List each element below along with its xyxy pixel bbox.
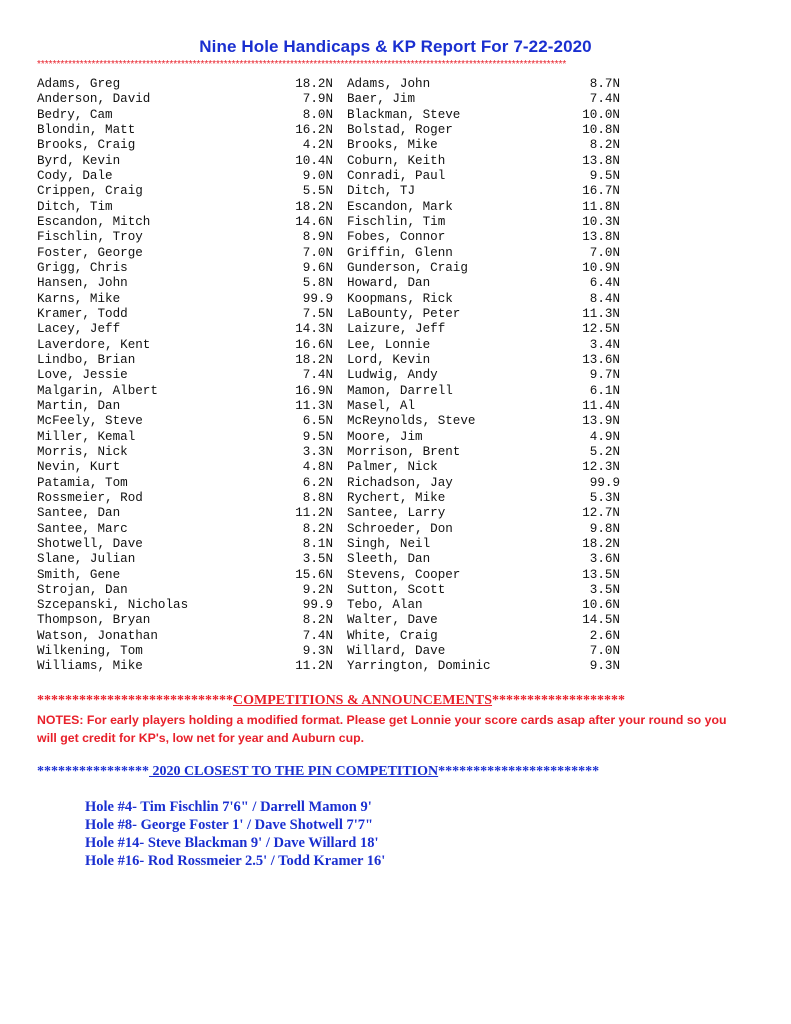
- stars-right: ***********************: [438, 764, 600, 779]
- handicap-value: 7.0N: [302, 245, 333, 260]
- handicap-value: 8.2N: [302, 521, 333, 536]
- handicap-value: 16.6N: [295, 337, 333, 352]
- player-name: Escandon, Mitch: [37, 214, 151, 229]
- handicap-value: 18.2N: [295, 199, 333, 214]
- kp-hole-result: Hole #4- Tim Fischlin 7'6" / Darrell Mamon 9': [85, 799, 372, 815]
- player-name: Love, Jessie: [37, 368, 128, 383]
- player-name: Strojan, Dan: [37, 582, 128, 597]
- handicap-value: 3.5N: [302, 552, 333, 567]
- player-name: Singh, Neil: [347, 536, 431, 551]
- player-name: Grigg, Chris: [37, 260, 128, 275]
- handicap-value: 3.3N: [302, 444, 333, 459]
- player-name: Walter, Dave: [347, 613, 438, 628]
- player-name: McReynolds, Steve: [347, 414, 476, 429]
- player-name: Ludwig, Andy: [347, 368, 438, 383]
- player-name: Morrison, Brent: [347, 444, 461, 459]
- competitions-heading: [37, 693, 757, 709]
- player-name: Bedry, Cam: [37, 107, 113, 122]
- player-name: Anderson, David: [37, 92, 151, 107]
- handicap-value: 16.2N: [295, 122, 333, 137]
- handicap-value: 13.9N: [582, 414, 620, 429]
- player-name: Howard, Dan: [347, 276, 431, 291]
- handicap-value: 6.1N: [589, 383, 620, 398]
- handicap-value: 5.2N: [589, 444, 620, 459]
- player-name: Laizure, Jeff: [347, 322, 446, 337]
- handicap-value: 3.5N: [589, 582, 620, 597]
- handicap-value: 6.4N: [589, 276, 620, 291]
- handicap-value: 99.9: [302, 598, 333, 613]
- player-name: Williams, Mike: [37, 659, 143, 674]
- player-name: Conradi, Paul: [347, 168, 446, 183]
- handicap-value: 11.2N: [295, 659, 333, 674]
- player-name: Koopmans, Rick: [347, 291, 453, 306]
- handicap-value: 15.6N: [295, 567, 333, 582]
- player-name: Brooks, Craig: [37, 138, 136, 153]
- player-name: Adams, Greg: [37, 77, 121, 91]
- player-name: Blondin, Matt: [37, 122, 136, 137]
- player-name: Cody, Dale: [37, 168, 113, 183]
- player-name: Tebo, Alan: [347, 598, 423, 613]
- handicap-value: 8.7N: [589, 77, 620, 91]
- handicap-value: 13.8N: [582, 230, 620, 245]
- player-name: Coburn, Keith: [347, 153, 446, 168]
- player-name: LaBounty, Peter: [347, 306, 461, 321]
- player-name: Escandon, Mark: [347, 199, 453, 214]
- handicap-value: 16.9N: [295, 383, 333, 398]
- handicap-value: 3.6N: [589, 552, 620, 567]
- player-name: Schroeder, Don: [347, 521, 453, 536]
- handicap-value: 9.7N: [589, 368, 620, 383]
- player-name: White, Craig: [347, 628, 438, 643]
- player-name: Richadson, Jay: [347, 475, 453, 490]
- handicap-value: 14.5N: [582, 613, 620, 628]
- handicap-value: 4.9N: [589, 429, 620, 444]
- handicap-value: 9.2N: [302, 582, 333, 597]
- handicap-value: 10.0N: [582, 107, 620, 122]
- handicap-value: 9.5N: [589, 168, 620, 183]
- kp-hole-result: Hole #8- George Foster 1' / Dave Shotwell 7'7": [85, 817, 374, 833]
- handicap-value: 8.2N: [589, 138, 620, 153]
- kp-heading: [37, 764, 757, 780]
- player-name: Gunderson, Craig: [347, 260, 468, 275]
- player-name: Sutton, Scott: [347, 582, 446, 597]
- player-name: Malgarin, Albert: [37, 383, 158, 398]
- handicap-value: 9.3N: [302, 644, 333, 659]
- handicap-value: 7.4N: [302, 628, 333, 643]
- handicap-value: 6.2N: [302, 475, 333, 490]
- player-name: Adams, John: [347, 77, 431, 91]
- player-name: Thompson, Bryan: [37, 613, 151, 628]
- handicap-value: 8.9N: [302, 230, 333, 245]
- player-name: Byrd, Kevin: [37, 153, 121, 168]
- kp-hole-result: Hole #14- Steve Blackman 9' / Dave Willard 18': [85, 835, 379, 851]
- player-name: Nevin, Kurt: [37, 460, 121, 475]
- player-name: Karns, Mike: [37, 291, 121, 306]
- handicap-value: 7.5N: [302, 306, 333, 321]
- handicap-value: 10.4N: [295, 153, 333, 168]
- handicap-value: 8.2N: [302, 613, 333, 628]
- player-name: Wilkening, Tom: [37, 644, 143, 659]
- handicap-value: 99.9: [589, 475, 620, 490]
- handicap-value: 3.4N: [589, 337, 620, 352]
- player-name: Kramer, Todd: [37, 306, 128, 321]
- handicap-value: 9.8N: [589, 521, 620, 536]
- handicap-value: 11.4N: [582, 398, 620, 413]
- handicap-value: 13.6N: [582, 352, 620, 367]
- player-name: Santee, Marc: [37, 521, 128, 536]
- handicap-value: 8.1N: [302, 536, 333, 551]
- handicap-value: 7.4N: [589, 92, 620, 107]
- player-name: Rychert, Mike: [347, 490, 446, 505]
- stars-left: ****************: [37, 764, 149, 779]
- handicap-value: 4.2N: [302, 138, 333, 153]
- player-name: Yarrington, Dominic: [347, 659, 491, 674]
- handicap-value: 6.5N: [302, 414, 333, 429]
- player-name: Watson, Jonathan: [37, 628, 158, 643]
- player-name: McFeely, Steve: [37, 414, 143, 429]
- handicap-value: 5.8N: [302, 276, 333, 291]
- player-name: Ditch, TJ: [347, 184, 416, 199]
- star-separator: ****************************************************************************************************************************************: [37, 60, 567, 70]
- player-name: Rossmeier, Rod: [37, 490, 143, 505]
- player-name: Lord, Kevin: [347, 352, 431, 367]
- player-name: Sleeth, Dan: [347, 552, 431, 567]
- handicap-value: 12.3N: [582, 460, 620, 475]
- player-name: Stevens, Cooper: [347, 567, 461, 582]
- competitions-title: COMPETITIONS & ANNOUNCEMENTS: [233, 693, 493, 708]
- handicap-value: 12.7N: [582, 506, 620, 521]
- handicap-value: 8.4N: [589, 291, 620, 306]
- handicap-value: 10.8N: [582, 122, 620, 137]
- player-name: Hansen, John: [37, 276, 128, 291]
- handicap-value: 10.9N: [582, 260, 620, 275]
- handicap-value: 14.3N: [295, 322, 333, 337]
- handicap-value: 10.6N: [582, 598, 620, 613]
- handicap-value: 7.0N: [589, 245, 620, 260]
- handicap-value: 99.9: [302, 291, 333, 306]
- player-name: Ditch, Tim: [37, 199, 113, 214]
- handicap-value: 18.2N: [295, 352, 333, 367]
- player-name: Blackman, Steve: [347, 107, 461, 122]
- player-name: Mamon, Darrell: [347, 383, 453, 398]
- handicap-value: 9.5N: [302, 429, 333, 444]
- player-name: Fischlin, Troy: [37, 230, 143, 245]
- player-name: Palmer, Nick: [347, 460, 438, 475]
- player-name: Lacey, Jeff: [37, 322, 121, 337]
- player-name: Crippen, Craig: [37, 184, 143, 199]
- player-name: Patamia, Tom: [37, 475, 128, 490]
- handicap-value: 4.8N: [302, 460, 333, 475]
- notes-text: NOTES: For early players holding a modified format. Please get Lonnie your score cards asap after your round so you will get credit for KP's, low net for year and Auburn cup.: [37, 713, 727, 745]
- handicap-value: 10.3N: [582, 214, 620, 229]
- handicap-value: 7.0N: [589, 644, 620, 659]
- handicap-value: 11.8N: [582, 199, 620, 214]
- player-name: Bolstad, Roger: [347, 122, 453, 137]
- handicap-value: 8.8N: [302, 490, 333, 505]
- player-name: Moore, Jim: [347, 429, 423, 444]
- player-name: Shotwell, Dave: [37, 536, 143, 551]
- handicap-value: 7.4N: [302, 368, 333, 383]
- kp-title: 2020 CLOSEST TO THE PIN COMPETITION: [149, 764, 439, 779]
- handicap-value: 5.5N: [302, 184, 333, 199]
- handicap-value: 5.3N: [589, 490, 620, 505]
- handicap-value: 9.6N: [302, 260, 333, 275]
- player-name: Baer, Jim: [347, 92, 416, 107]
- player-name: Santee, Dan: [37, 506, 121, 521]
- player-name: Lee, Lonnie: [347, 337, 431, 352]
- player-name: Szcepanski, Nicholas: [37, 598, 189, 613]
- handicap-value: 14.6N: [295, 214, 333, 229]
- handicap-value: 18.2N: [295, 77, 333, 91]
- player-name: Slane, Julian: [37, 552, 136, 567]
- handicap-value: 11.3N: [295, 398, 333, 413]
- kp-results: [85, 798, 385, 870]
- handicap-value: 7.9N: [302, 92, 333, 107]
- report-title: Nine Hole Handicaps & KP Report For 7-22-2020: [199, 37, 592, 56]
- player-name: Griffin, Glenn: [347, 245, 453, 260]
- player-name: Smith, Gene: [37, 567, 121, 582]
- handicap-value: 8.0N: [302, 107, 333, 122]
- player-name: Laverdore, Kent: [37, 337, 151, 352]
- kp-hole-result: Hole #16- Rod Rossmeier 2.5' / Todd Kramer 16': [85, 853, 386, 869]
- player-name: Miller, Kemal: [37, 429, 136, 444]
- player-name: Morris, Nick: [37, 444, 128, 459]
- player-name: Martin, Dan: [37, 398, 121, 413]
- handicap-value: 13.8N: [582, 153, 620, 168]
- player-name: Fischlin, Tim: [347, 214, 446, 229]
- handicap-value: 11.2N: [295, 506, 333, 521]
- handicap-value: 18.2N: [582, 536, 620, 551]
- player-name: Lindbo, Brian: [37, 352, 136, 367]
- player-name: Brooks, Mike: [347, 138, 438, 153]
- stars-right: *******************: [492, 693, 626, 708]
- handicap-value: 13.5N: [582, 567, 620, 582]
- handicap-value: 2.6N: [589, 628, 620, 643]
- handicap-value: 12.5N: [582, 322, 620, 337]
- handicap-value: 11.3N: [582, 306, 620, 321]
- player-name: Willard, Dave: [347, 644, 446, 659]
- player-name: Masel, Al: [347, 398, 416, 413]
- player-name: Fobes, Connor: [347, 230, 446, 245]
- handicap-value: 16.7N: [582, 184, 620, 199]
- player-name: Foster, George: [37, 245, 143, 260]
- stars-left: ****************************: [37, 693, 233, 708]
- player-name: Santee, Larry: [347, 506, 446, 521]
- handicap-value: 9.0N: [302, 168, 333, 183]
- handicap-value: 9.3N: [589, 659, 620, 674]
